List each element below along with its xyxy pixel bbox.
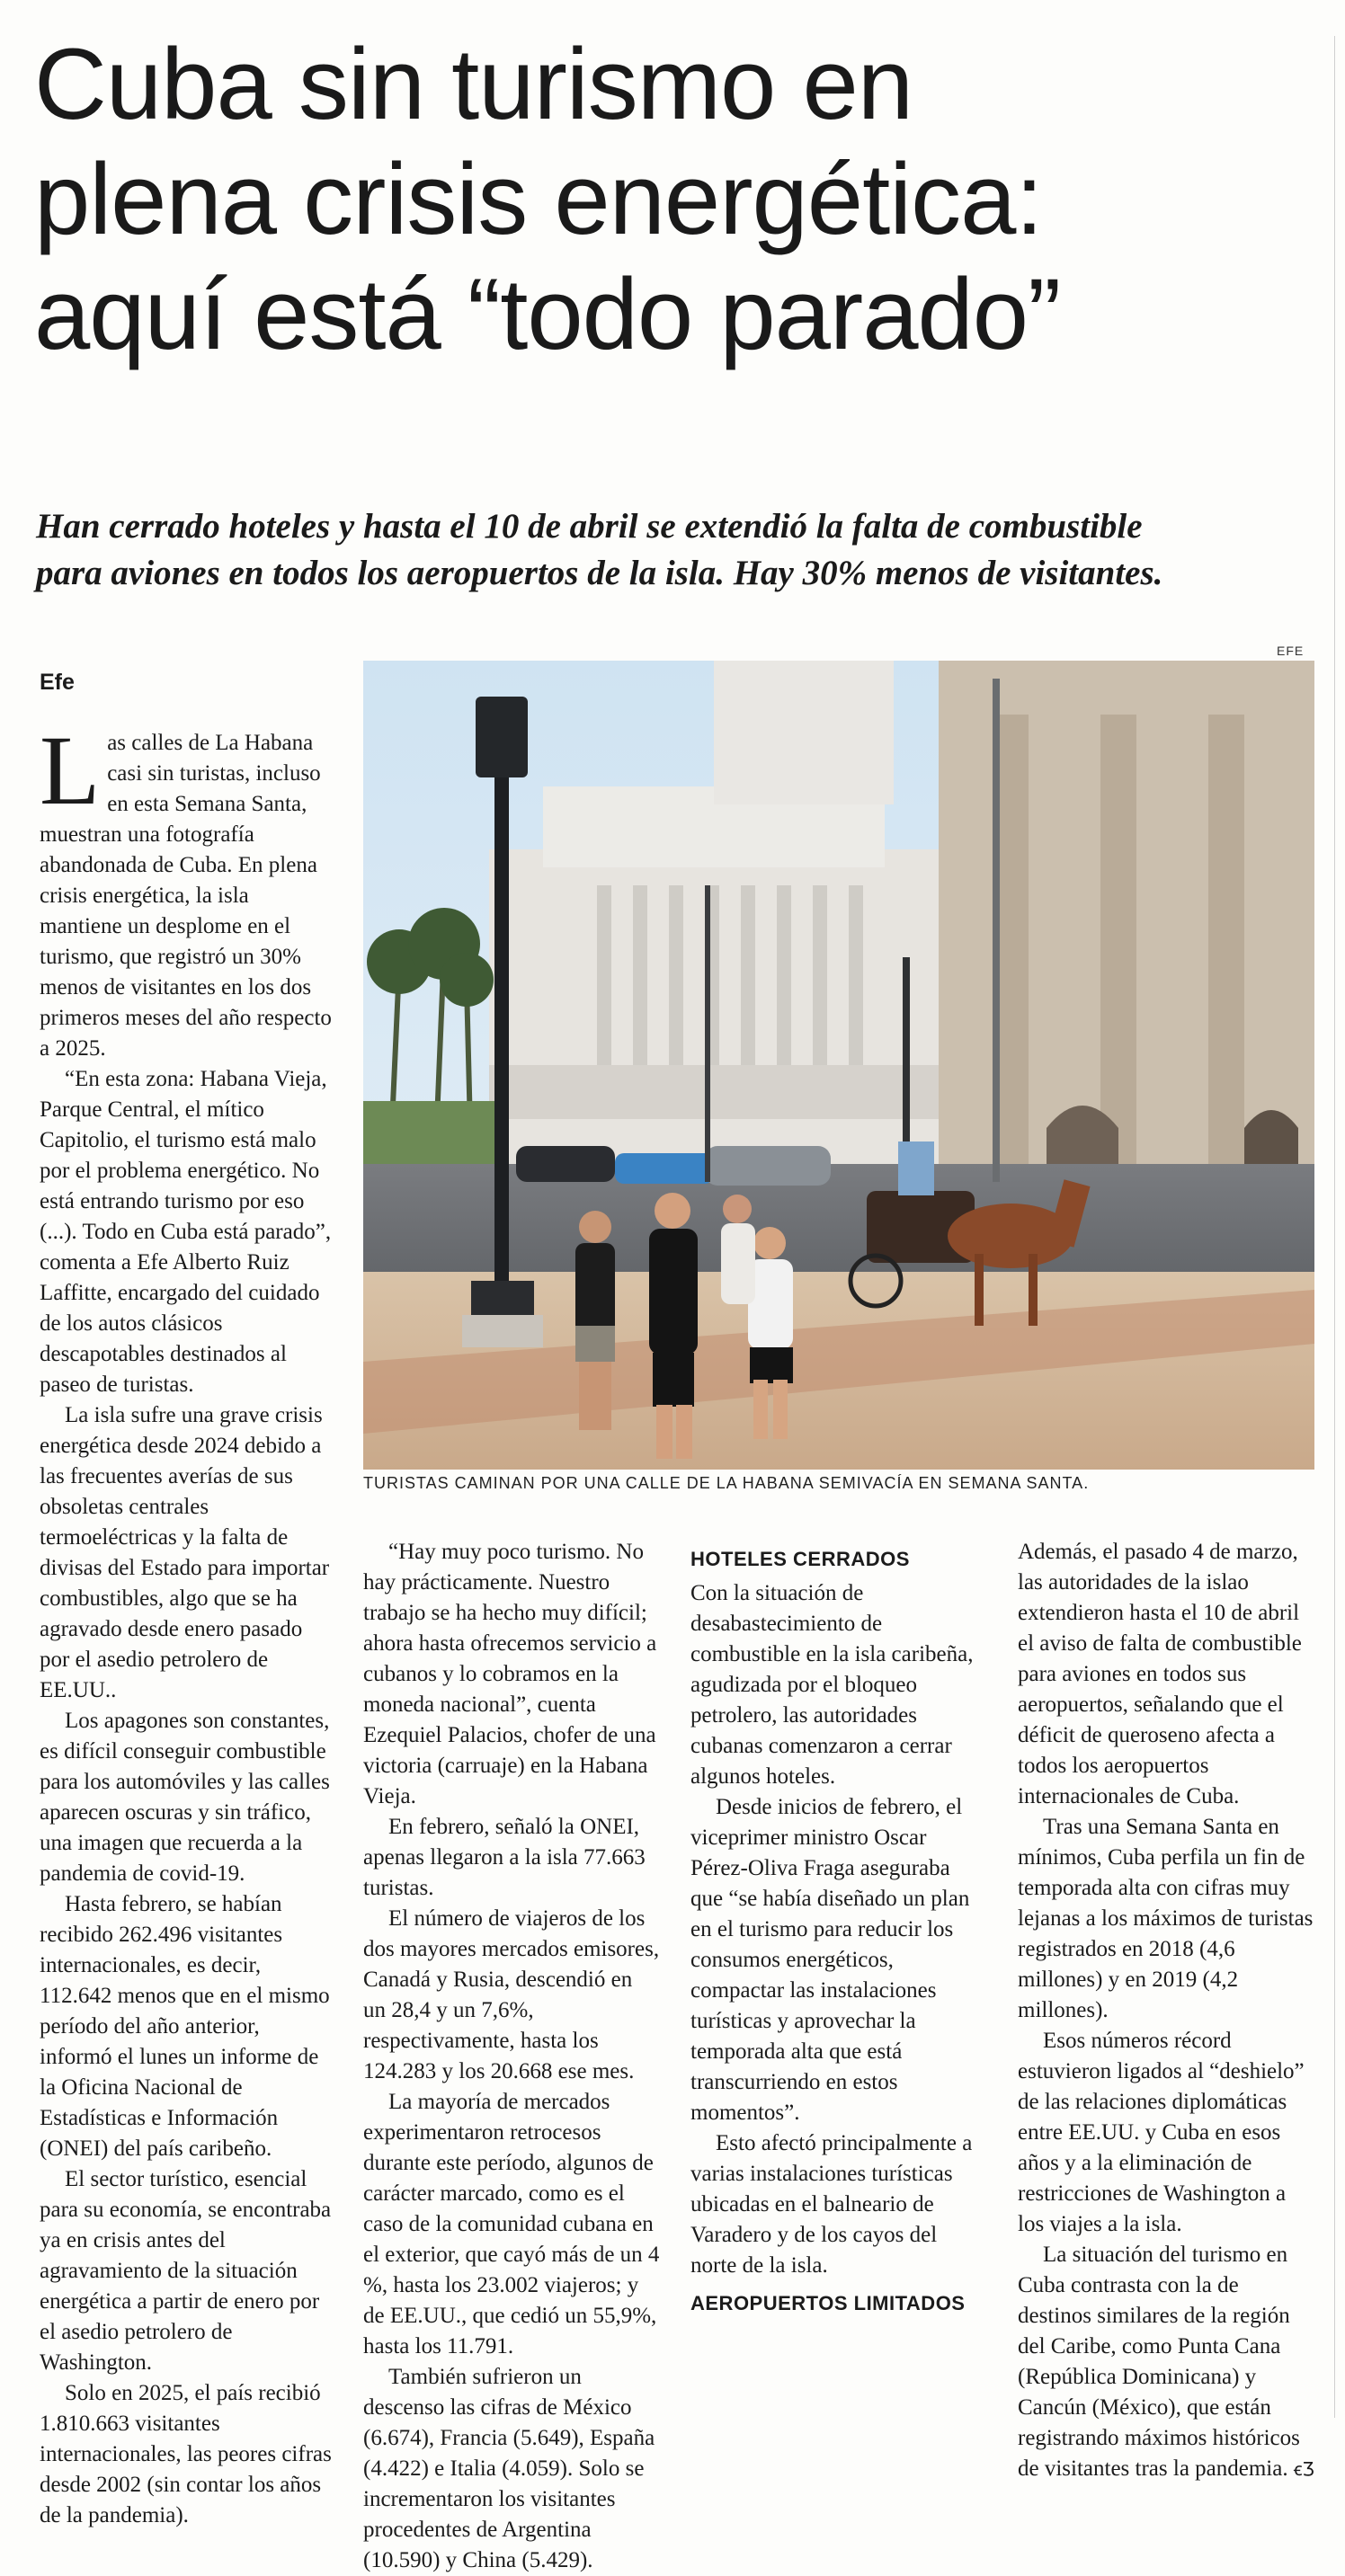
article-paragraph: Solo en 2025, el país recibió 1.810.663 visitantes internacionales, las peores cifras desde 2002 (sin contar los años de la pandemia). — [40, 2381, 332, 2527]
article-paragraph: “En esta zona: Habana Vieja, Parque Central, el mítico Capitolio, el turismo está malo por el problema energético. No está entrando turismo por eso (...). Todo en Cuba está parado”, comenta a Efe Alberto Ruiz Laffitte, encargado del cuidado de los autos clásicos descapotables destinados al paseo de turistas. — [40, 1067, 332, 1397]
headline-line-3: aquí está “todo parado” — [34, 258, 1061, 370]
street-photo-illustration — [363, 661, 1314, 1470]
end-mark-icon: ꞓƷ — [1293, 2458, 1314, 2480]
article-paragraph: Los apagones son constantes, es difícil conseguir combustible para los automóviles y las calles aparecen oscuras y sin tráfico, una imagen que recuerda a la pandemia de covid-19. — [40, 1709, 330, 1886]
subheadline-line-1: Han cerrado hoteles y hasta el 10 de abril se extendió la falta de combustible — [36, 507, 1143, 546]
article-paragraph — [40, 715, 336, 1064]
subheadline-line-2: para aviones en todos los aeropuertos de la isla. Hay 30% menos de visitantes. — [36, 554, 1163, 592]
paragraph-text: as calles de La Habana casi sin turistas, incluso en esta Semana Santa, muestran una fotografía abandonada de Cuba. En plena crisis energética, la isla mantiene un desplome en el turismo, que registró un 30% menos de visitantes en los dos primeros meses del año respecto a 2025. — [40, 731, 332, 1061]
article-paragraph: Esos números récord estuvieron ligados al “deshielo” de las relaciones diplomáticas entre EE.UU. y Cuba en esos años y a la eliminación de restricciones de Washington a los viajes a la isla. — [1018, 2029, 1305, 2236]
article-paragraph: Desde inicios de febrero, el viceprimer ministro Oscar Pérez-Oliva Fraga aseguraba que “se había diseñado un plan en el turismo para reducir los consumos energéticos, compactar las instalaciones turísticas y aprovechar la temporada alta que está transcurriendo en estos momentos”. — [690, 1795, 970, 2125]
article-paragraph: Con la situación de desabastecimiento de combustible en la isla caribeña, agudizada por el bloqueo petrolero, las autoridades cubanas comenzaron a cerrar algunos hoteles. — [690, 1581, 974, 1789]
article-column-4 — [1018, 1537, 1314, 2484]
article-paragraph: “Hay muy poco turismo. No hay prácticamente. Nuestro trabajo se ha hecho muy difícil; ahora hasta ofrecemos servicio a cubanos y lo cobramos en la moneda nacional”, cuenta Ezequiel Palacios, chofer de una victoria (carruaje) en la Habana Vieja. — [363, 1540, 657, 1808]
photo-caption: TURISTAS CAMINAN POR UNA CALLE DE LA HABANA SEMIVACÍA EN SEMANA SANTA. — [363, 1474, 1090, 1492]
article-paragraph: Además, el pasado 4 de marzo, las autoridades de la islao extendieron hasta el 10 de abril el aviso de falta de combustible para aviones en todos sus aeropuertos, señalando que el déficit de queroseno afecta a todos los aeropuertos internacionales de Cuba. — [1018, 1540, 1302, 1808]
street-photo — [363, 661, 1314, 1470]
article-column-2 — [363, 1537, 660, 2576]
headline-line-2: plena crisis energética: — [34, 143, 1043, 255]
article-paragraph: El número de viajeros de los dos mayores mercados emisores, Canadá y Rusia, descendió en un 28,4 y un 7,6%, respectivamente, hasta los 124.283 y los 20.668 ese mes. — [363, 1906, 660, 2083]
article-paragraph: El sector turístico, esencial para su economía, se encontraba ya en crisis antes del agravamiento de la situación energética a partir de enero por el asedio petrolero de Washington. — [40, 2167, 332, 2375]
byline: Efe — [40, 670, 75, 695]
drop-cap: L — [40, 715, 101, 825]
article-paragraph: La mayoría de mercados experimentaron retrocesos durante este período, algunos de carácter marcado, como es el caso de la comunidad cubana en el exterior, que cayó más de un 4 %, hasta los 23.002 viajeros; y de EE.UU., que cedió un 55,9%, hasta los 11.791. — [363, 2090, 660, 2358]
headline — [34, 27, 1329, 372]
photo-credit: EFE — [1277, 644, 1305, 658]
article-column-3 — [690, 1537, 987, 2323]
headline-line-1: Cuba sin turismo en — [34, 28, 913, 140]
paragraph-text: La situación del turismo en Cuba contrasta con la de destinos similares de la región del Caribe, como Punta Cana (República Dominicana) y Cancún (México), que están registrando máximos históricos de visitantes tras la pandemia. — [1018, 2243, 1300, 2481]
article-paragraph: También sufrieron un descenso las cifras de México (6.674), Francia (5.649), España (4.422) e Italia (4.059). Solo se incrementaron los visitantes procedentes de Argentina (10.590) y China (5.429). — [363, 2365, 655, 2572]
article-paragraph: Esto afectó principalmente a varias instalaciones turísticas ubicadas en el balneario de Varadero y de los cayos del norte de la isla. — [690, 2131, 973, 2278]
article-column-1 — [40, 715, 336, 2531]
subheadline — [36, 503, 1322, 597]
article-paragraph: La isla sufre una grave crisis energética desde 2024 debido a las frecuentes averías de sus obsoletas centrales termoeléctricas y la falta de divisas del Estado para importar combustibles, algo que se ha agravado desde enero pasado por el asedio petrolero de EE.UU.. — [40, 1403, 330, 1702]
article-paragraph — [1018, 2240, 1314, 2484]
article-paragraph: En febrero, señaló la ONEI, apenas llegaron a la isla 77.663 turistas. — [363, 1815, 646, 1900]
article-paragraph: Hasta febrero, se habían recibido 262.496 visitantes internacionales, es decir, 112.642 menos que en el mismo período del año anterior, informó el lunes un informe de la Oficina Nacional de Estadísticas e Información (ONEI) del país caribeño. — [40, 1892, 330, 2161]
column-rule — [1334, 36, 1335, 2418]
article-paragraph: Tras una Semana Santa en mínimos, Cuba perfila un fin de temporada alta con cifras muy lejanas a los máximos de turistas registrados en 2018 (4,6 millones) y en 2019 (4,2 millones). — [1018, 1815, 1314, 2022]
section-subhead-aeropuertos: AEROPUERTOS LIMITADOS — [690, 2292, 966, 2314]
section-subhead-hoteles: HOTELES CERRADOS — [690, 1548, 910, 1570]
